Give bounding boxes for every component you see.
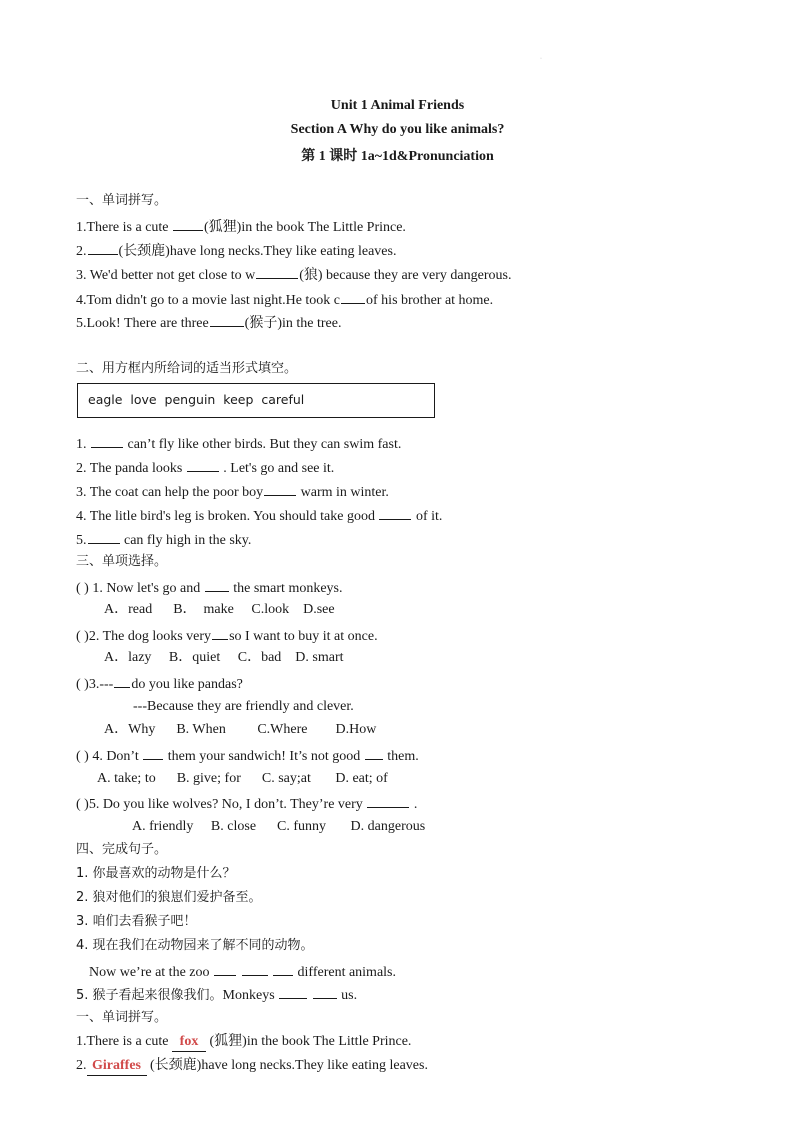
- part4-q4-english: Now we’re at the zoo different animals.: [89, 962, 396, 982]
- answer-1: 1.There is a cute fox (狐狸)in the book The Little Prince.: [76, 1033, 411, 1052]
- word-list: eagle love penguin keep careful: [88, 392, 305, 407]
- answer-blank[interactable]: [212, 626, 228, 640]
- answer-blank[interactable]: [279, 985, 307, 999]
- part3-q2: ( )2. The dog looks very so I want to buy it at once.: [76, 626, 378, 646]
- answer-blank[interactable]: [88, 241, 118, 255]
- part3-q1: ( ) 1. Now let's go and the smart monkeys.: [76, 578, 343, 598]
- answer-blank[interactable]: [143, 746, 163, 760]
- answer-blank[interactable]: [114, 674, 130, 688]
- answers-heading: 一、单词拼写。: [76, 1010, 168, 1025]
- answer-blank[interactable]: [173, 217, 203, 231]
- part2-q4: 4. The litle bird's leg is broken. You should take good of it.: [76, 506, 442, 526]
- part1-q2: 2. (长颈鹿)have long necks.They like eating leaves.: [76, 241, 396, 261]
- part2-q5: 5. can fly high in the sky.: [76, 530, 251, 550]
- answer-fox: fox: [172, 1033, 206, 1052]
- answer-blank[interactable]: [88, 530, 120, 544]
- answer-blank[interactable]: [341, 290, 365, 304]
- word-box: [77, 383, 435, 418]
- scan-dot: ·: [540, 56, 542, 62]
- part4-q4: 4. 现在我们在动物园来了解不同的动物。: [76, 938, 314, 953]
- answer-blank[interactable]: [205, 578, 229, 592]
- part3-q3-reply: ---Because they are friendly and clever.: [133, 699, 354, 714]
- part3-q2-options: A．lazy B．quiet C．bad D. smart: [104, 650, 344, 665]
- part1-q5: 5.Look! There are three (猴子)in the tree.: [76, 313, 341, 333]
- part3-q5: ( )5. Do you like wolves? No, I don’t. They’re very .: [76, 794, 417, 814]
- answer-blank[interactable]: [367, 794, 409, 808]
- answer-blank[interactable]: [273, 962, 293, 976]
- part1-q4: 4.Tom didn't go to a movie last night.He took c of his brother at home.: [76, 290, 493, 310]
- answer-blank[interactable]: [91, 434, 123, 448]
- answer-giraffes: Giraffes: [87, 1057, 147, 1076]
- part3-q4: ( ) 4. Don’t them your sandwich! It’s not good them.: [76, 746, 419, 766]
- lesson-title: 第 1 课时 1a~1d&Pronunciation: [301, 149, 494, 164]
- answer-blank[interactable]: [264, 482, 296, 496]
- answer-blank[interactable]: [187, 458, 219, 472]
- part1-heading: 一、单词拼写。: [76, 193, 168, 208]
- part2-q1: 1. can’t fly like other birds. But they can swim fast.: [76, 434, 401, 454]
- part3-heading: 三、单项选择。: [76, 554, 168, 569]
- answer-blank[interactable]: [379, 506, 411, 520]
- answer-2: 2. Giraffes (长颈鹿)have long necks.They like eating leaves.: [76, 1057, 428, 1076]
- part4-q5: 5. 猴子看起来很像我们。Monkeys us.: [76, 985, 357, 1005]
- part3-q5-options: A. friendly B. close C. funny D. dangerous: [132, 819, 426, 834]
- part4-heading: 四、完成句子。: [76, 842, 168, 857]
- answer-blank[interactable]: [365, 746, 383, 760]
- answer-blank[interactable]: [210, 313, 244, 327]
- answer-blank[interactable]: [214, 962, 236, 976]
- part1-q1: 1.There is a cute (狐狸)in the book The Little Prince.: [76, 217, 406, 237]
- part3-q4-options: A. take; to B. give; for C. say;at D. eat; of: [97, 771, 388, 786]
- section-title: Section A Why do you like animals?: [290, 122, 505, 137]
- answer-blank[interactable]: [256, 265, 298, 279]
- unit-title: Unit 1 Animal Friends: [330, 98, 465, 113]
- answer-blank[interactable]: [313, 985, 337, 999]
- part2-q2: 2. The panda looks . Let's go and see it.: [76, 458, 334, 478]
- part3-q1-options: A．read B． make C.look D.see: [104, 602, 335, 617]
- answer-blank[interactable]: [242, 962, 268, 976]
- part1-q3: 3. We'd better not get close to w (狼) because they are very dangerous.: [76, 265, 511, 285]
- part3-q3: ( )3.--- do you like pandas?: [76, 674, 243, 694]
- part3-q3-options: A．Why B. When C.Where D.How: [104, 722, 377, 737]
- part2-heading: 二、用方框内所给词的适当形式填空。: [76, 361, 298, 376]
- part4-q3: 3. 咱们去看猴子吧！: [76, 914, 197, 929]
- part2-q3: 3. The coat can help the poor boy warm in winter.: [76, 482, 389, 502]
- part4-q2: 2. 狼对他们的狼崽们爱护备至。: [76, 890, 262, 905]
- part4-q1: 1. 你最喜欢的动物是什么？: [76, 866, 236, 881]
